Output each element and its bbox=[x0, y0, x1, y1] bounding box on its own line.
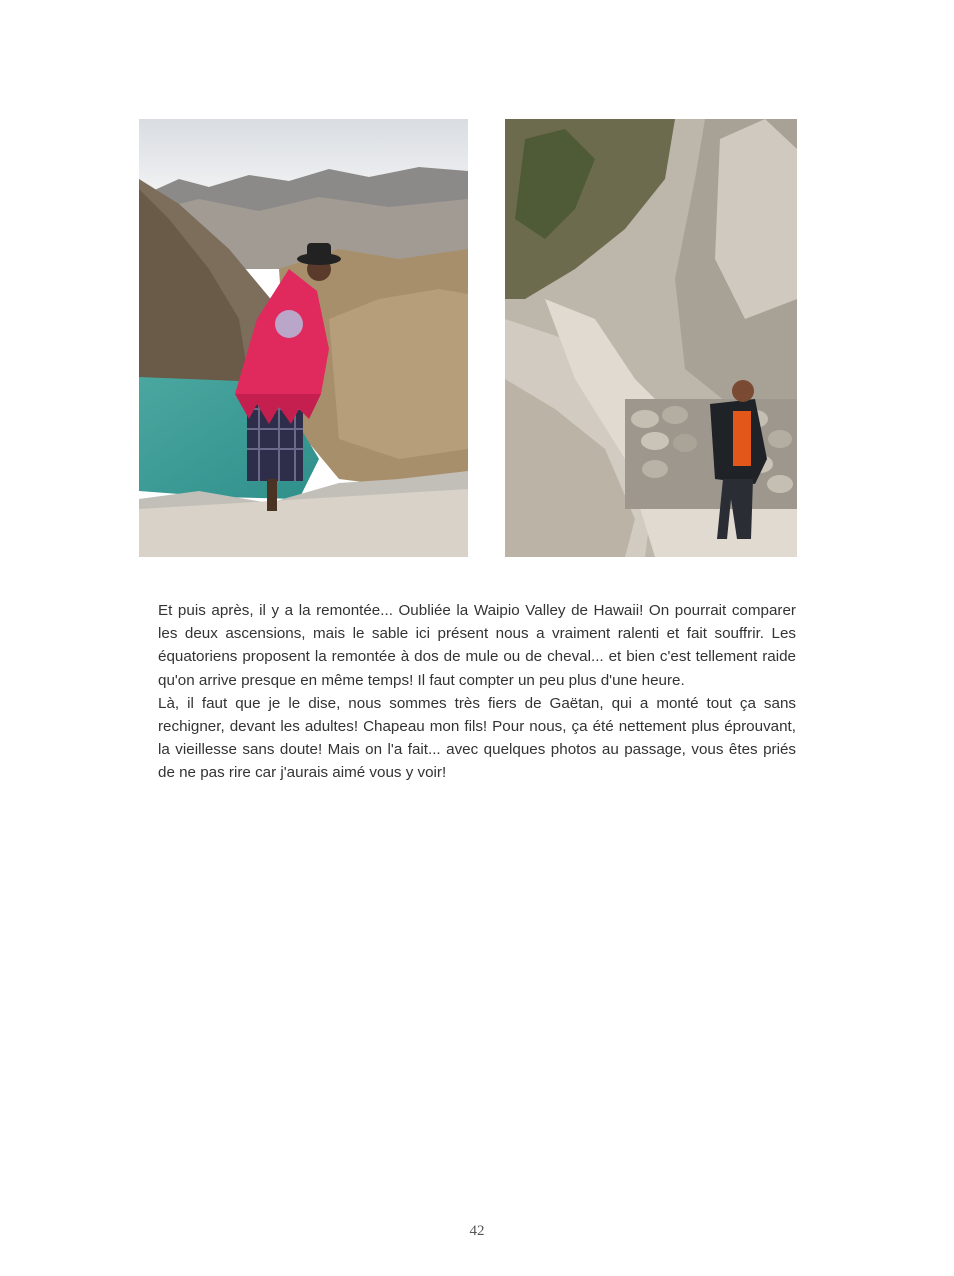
page-number: 42 bbox=[469, 1223, 485, 1239]
hat-crown bbox=[307, 243, 331, 259]
canyon-trail-illustration bbox=[505, 119, 797, 557]
photo-woman-crater-lake bbox=[139, 119, 468, 557]
hiker-head bbox=[732, 380, 754, 402]
orange-shirt bbox=[733, 411, 751, 466]
shawl-embroidery bbox=[275, 310, 303, 338]
legs bbox=[267, 479, 277, 511]
paragraph: Et puis après, il y a la remontée... Oubliée la Waipio Valley de Hawaii! On pourrait comparer les deux ascensions, mais le sable ici présent nous a vraiment ralenti et fait souffrir. Les équatoriens proposent la remontée à dos de mule ou de cheval... et bien c'est tellement raide qu'on arrive presque en même temps! Il faut compter un peu plus d'une heure. bbox=[158, 602, 796, 689]
crater-lake-illustration bbox=[139, 119, 468, 557]
paragraph: Là, il faut que je le dise, nous sommes très fiers de Gaëtan, qui a monté tout ça sans rechigner, devant les adultes! Chapeau mon fils! Pour nous, ça été nettement plus éprouvant, la vieillesse sans doute! Mais on l'a fait... avec quelques photos au passage, vous êtes priés de ne pas rire car j'aurais aimé vous y voir! bbox=[158, 694, 796, 782]
photo-hiker-resting bbox=[505, 119, 797, 557]
right-crater-slope bbox=[329, 289, 468, 459]
body-text bbox=[158, 599, 796, 785]
